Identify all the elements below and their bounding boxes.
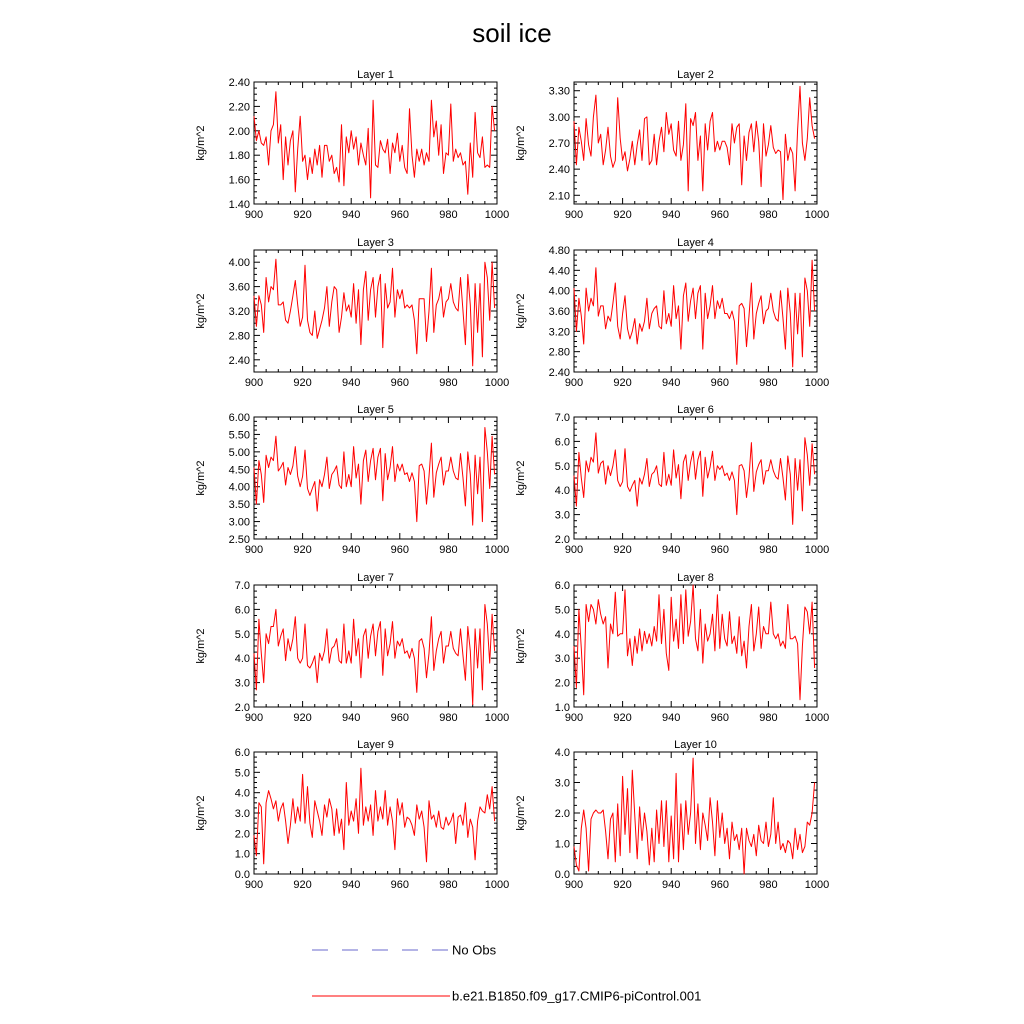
y-tick-label: 3.60: [228, 281, 250, 294]
x-tick-label: 960: [390, 377, 409, 389]
panel-title: Layer 2: [677, 69, 714, 81]
y-tick-label: 1.0: [554, 702, 570, 714]
panel-title: Layer 9: [357, 739, 394, 751]
x-tick-label: 900: [564, 712, 584, 724]
y-tick-label: 5.0: [554, 460, 570, 473]
series-line: [574, 260, 815, 367]
x-tick-label: 920: [293, 712, 312, 724]
plot-frame: [254, 752, 497, 874]
x-tick-label: 960: [390, 879, 409, 891]
panel-layer-5: [195, 404, 509, 556]
y-tick-label: 3.00: [548, 111, 570, 124]
x-tick-label: 1000: [484, 377, 510, 389]
panel-title: Layer 7: [357, 572, 394, 584]
x-tick-label: 920: [293, 544, 312, 556]
y-tick-label: 3.60: [548, 306, 570, 318]
x-tick-label: 960: [390, 209, 409, 221]
panel-layer-8: [515, 572, 829, 724]
x-tick-label: 1000: [804, 209, 830, 221]
y-tick-label: 0.0: [554, 869, 570, 881]
x-tick-label: 960: [710, 879, 729, 891]
x-tick-label: 980: [759, 209, 778, 221]
y-tick-label: 4.50: [228, 464, 250, 477]
series-line: [574, 585, 815, 700]
x-tick-label: 960: [710, 544, 729, 556]
panel-layer-3: [195, 237, 509, 389]
series-line: [574, 758, 815, 874]
x-tick-label: 920: [293, 377, 312, 389]
x-tick-label: 960: [710, 712, 729, 724]
x-tick-label: 1000: [484, 879, 510, 891]
series-line: [574, 86, 815, 199]
y-tick-label: 3.0: [234, 677, 250, 690]
panel-title: Layer 10: [674, 739, 717, 751]
x-tick-label: 900: [564, 879, 584, 891]
y-tick-label: 2.20: [228, 101, 250, 114]
y-tick-label: 4.0: [234, 787, 250, 800]
x-tick-label: 980: [439, 879, 458, 891]
panel-layer-6: [515, 404, 829, 556]
y-tick-label: 2.0: [234, 828, 250, 841]
y-tick-label: 0.0: [234, 869, 250, 881]
y-axis-label: kg/m^2: [515, 460, 527, 496]
legend: [312, 943, 701, 1004]
y-tick-label: 5.50: [228, 429, 250, 442]
y-axis-label: kg/m^2: [515, 125, 527, 161]
panel-title: Layer 8: [677, 572, 714, 584]
panel-title: Layer 3: [357, 237, 394, 249]
y-tick-label: 3.20: [228, 306, 250, 318]
x-tick-label: 940: [662, 209, 681, 221]
legend-obs-label: No Obs: [452, 942, 497, 958]
panels: [195, 69, 829, 891]
x-tick-label: 1000: [484, 712, 510, 724]
y-tick-label: 2.80: [548, 346, 570, 359]
panel-layer-1: [195, 69, 509, 221]
y-tick-label: 5.0: [234, 628, 250, 641]
y-tick-label: 4.0: [554, 628, 570, 641]
y-axis-label: kg/m^2: [515, 795, 527, 831]
series-line: [574, 433, 815, 525]
y-tick-label: 2.40: [548, 367, 570, 379]
y-tick-label: 4.0: [554, 485, 570, 498]
y-tick-label: 3.50: [228, 499, 250, 512]
x-tick-label: 1000: [484, 544, 510, 556]
y-tick-label: 6.0: [554, 580, 570, 592]
y-tick-label: 3.0: [554, 653, 570, 666]
series-line: [254, 605, 495, 705]
y-tick-label: 2.0: [554, 677, 570, 690]
panel-title: Layer 4: [677, 237, 714, 249]
y-tick-label: 2.0: [554, 808, 570, 820]
y-tick-label: 7.0: [554, 412, 570, 424]
x-tick-label: 940: [342, 377, 361, 389]
y-tick-label: 3.30: [548, 85, 570, 98]
plot-frame: [574, 250, 817, 372]
y-tick-label: 4.0: [234, 653, 250, 666]
x-tick-label: 980: [439, 544, 458, 556]
y-axis-label: kg/m^2: [515, 628, 527, 664]
y-tick-label: 7.0: [234, 580, 250, 592]
panel-layer-9: [195, 739, 509, 891]
y-tick-label: 1.0: [234, 848, 250, 861]
legend-model-label: b.e21.B1850.f09_g17.CMIP6-piControl.001: [452, 988, 702, 1004]
x-tick-label: 1000: [484, 209, 510, 221]
x-tick-label: 980: [759, 879, 778, 891]
y-tick-label: 2.40: [228, 354, 250, 367]
y-axis-label: kg/m^2: [195, 125, 207, 161]
y-tick-label: 2.80: [228, 330, 250, 343]
y-tick-label: 1.0: [554, 838, 570, 851]
y-tick-label: 3.00: [228, 516, 250, 529]
x-tick-label: 960: [710, 209, 729, 221]
x-tick-label: 1000: [804, 544, 830, 556]
x-tick-label: 920: [613, 712, 632, 724]
y-tick-label: 1.80: [228, 150, 250, 163]
x-tick-label: 1000: [804, 712, 830, 724]
y-tick-label: 2.70: [548, 138, 570, 150]
series-line: [254, 768, 495, 864]
series-line: [254, 259, 495, 366]
series-line: [254, 92, 495, 198]
x-tick-label: 940: [662, 712, 681, 724]
x-tick-label: 900: [244, 209, 264, 221]
y-tick-label: 5.00: [228, 446, 250, 459]
x-tick-label: 920: [613, 544, 632, 556]
x-tick-label: 1000: [804, 377, 830, 389]
x-tick-label: 900: [564, 377, 584, 389]
y-tick-label: 6.00: [228, 412, 250, 424]
x-tick-label: 940: [342, 879, 361, 891]
y-tick-label: 4.80: [548, 245, 570, 257]
x-tick-label: 940: [662, 544, 681, 556]
panel-layer-7: [195, 572, 509, 724]
x-tick-label: 900: [564, 544, 584, 556]
x-tick-label: 900: [244, 377, 264, 389]
x-tick-label: 980: [759, 712, 778, 724]
x-tick-label: 920: [613, 209, 632, 221]
x-tick-label: 940: [662, 879, 681, 891]
x-tick-label: 920: [293, 209, 312, 221]
y-tick-label: 3.0: [554, 777, 570, 790]
y-tick-label: 2.0: [554, 534, 570, 546]
x-tick-label: 960: [710, 377, 729, 389]
panel-layer-4: [515, 237, 829, 389]
y-tick-label: 6.0: [234, 604, 250, 617]
y-tick-label: 3.0: [554, 509, 570, 522]
y-tick-label: 6.0: [554, 436, 570, 449]
series-line: [254, 428, 495, 526]
y-tick-label: 5.0: [234, 767, 250, 780]
x-tick-label: 940: [662, 377, 681, 389]
y-tick-label: 4.00: [228, 257, 250, 270]
panel-title: Layer 1: [357, 69, 394, 81]
y-tick-label: 1.60: [228, 174, 250, 187]
y-axis-label: kg/m^2: [195, 795, 207, 831]
y-tick-label: 1.40: [228, 199, 250, 211]
y-tick-label: 2.0: [234, 702, 250, 714]
y-tick-label: 2.50: [228, 534, 250, 546]
y-tick-label: 2.40: [548, 164, 570, 177]
y-tick-label: 5.0: [554, 604, 570, 617]
y-tick-label: 4.00: [228, 481, 250, 494]
plot-frame: [574, 752, 817, 874]
plot-frame: [254, 585, 497, 707]
x-tick-label: 1000: [804, 879, 830, 891]
x-tick-label: 900: [244, 879, 264, 891]
figure-title: soil ice: [472, 18, 552, 48]
panel-layer-2: [515, 69, 829, 221]
x-tick-label: 900: [244, 544, 264, 556]
x-tick-label: 940: [342, 544, 361, 556]
y-tick-label: 4.0: [554, 747, 570, 759]
y-tick-label: 2.40: [228, 77, 250, 89]
x-tick-label: 940: [342, 712, 361, 724]
x-tick-label: 920: [293, 879, 312, 891]
x-tick-label: 980: [759, 544, 778, 556]
x-tick-label: 980: [759, 377, 778, 389]
x-tick-label: 920: [613, 377, 632, 389]
y-tick-label: 4.40: [548, 265, 570, 278]
x-tick-label: 900: [244, 712, 264, 724]
panel-title: Layer 5: [357, 404, 394, 416]
y-axis-label: kg/m^2: [195, 628, 207, 664]
panel-title: Layer 6: [677, 404, 714, 416]
plot-frame: [574, 82, 817, 204]
x-tick-label: 980: [439, 209, 458, 221]
panel-layer-10: [515, 739, 829, 891]
y-tick-label: 3.20: [548, 326, 570, 339]
x-tick-label: 980: [439, 377, 458, 389]
y-tick-label: 3.0: [234, 808, 250, 820]
y-tick-label: 2.00: [228, 125, 250, 138]
y-axis-label: kg/m^2: [515, 293, 527, 329]
y-tick-label: 6.0: [234, 747, 250, 759]
x-tick-label: 980: [439, 712, 458, 724]
y-axis-label: kg/m^2: [195, 293, 207, 329]
y-axis-label: kg/m^2: [195, 460, 207, 496]
x-tick-label: 960: [390, 544, 409, 556]
x-tick-label: 900: [564, 209, 584, 221]
y-tick-label: 2.10: [548, 190, 570, 203]
x-tick-label: 960: [390, 712, 409, 724]
x-tick-label: 940: [342, 209, 361, 221]
x-tick-label: 920: [613, 879, 632, 891]
y-tick-label: 4.00: [548, 285, 570, 298]
